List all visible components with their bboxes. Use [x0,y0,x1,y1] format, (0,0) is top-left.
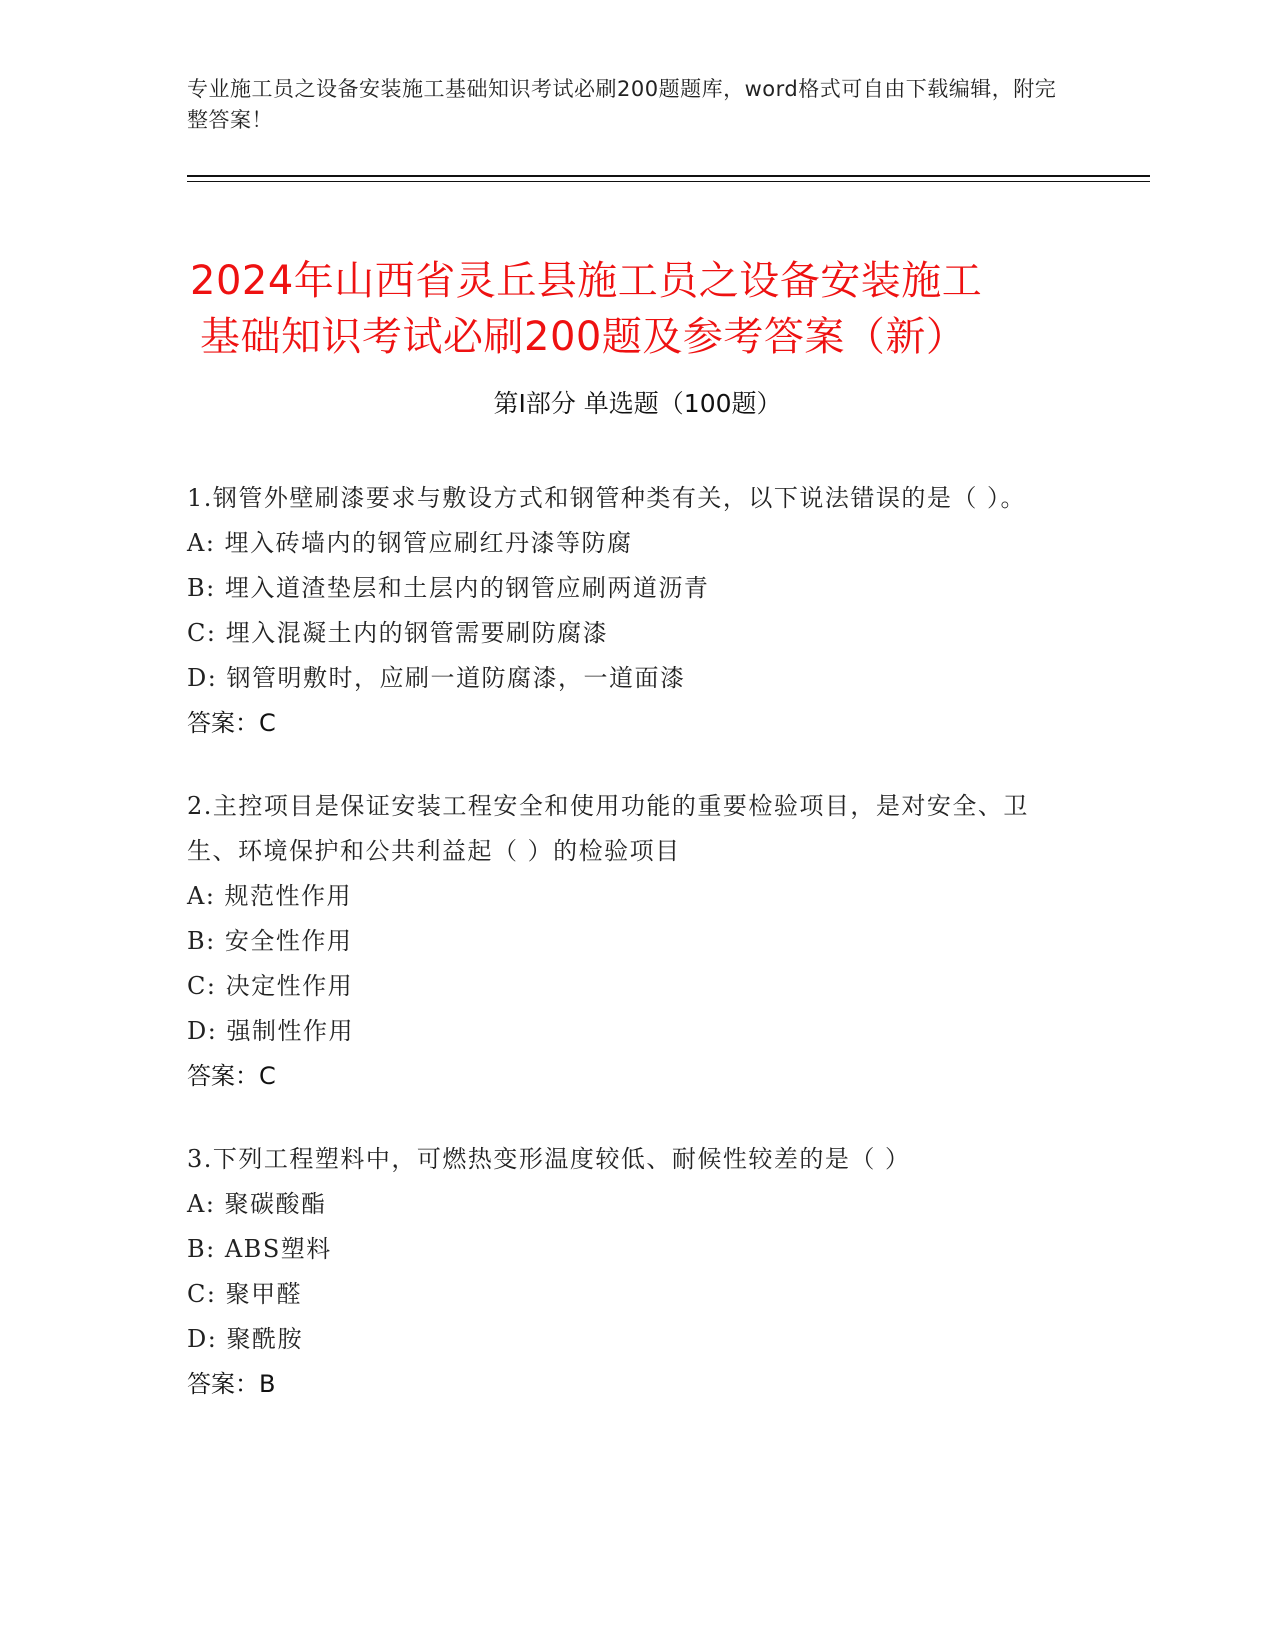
option-c: C: 埋入混凝土内的钢管需要刷防腐漆 [187,619,609,647]
option-a: A: 规范性作用 [187,882,353,910]
question-stem: 1.钢管外壁刷漆要求与敷设方式和钢管种类有关，以下说法错误的是（ ）。 [187,484,1027,512]
header-note: 专业施工员之设备安装施工基础知识考试必刷200题题库，word格式可自由下载编辑，附完整答案！ [187,77,1057,132]
option-b: B: 安全性作用 [187,927,353,955]
answer: 答案：C [187,709,276,737]
option-b: B: ABS塑料 [187,1235,332,1263]
option-d: D: 强制性作用 [187,1017,354,1045]
question-1 [187,476,1067,746]
question-2 [187,784,1067,1099]
section-heading: 第Ⅰ部分 单选题（100题） [493,389,782,418]
document-title-line-2: 基础知识考试必刷200题及参考答案（新） [200,313,967,360]
question-stem: 2.主控项目是保证安装工程安全和使用功能的重要检验项目，是对安全、卫生、环境保护和公共利益起（ ）的检验项目 [187,792,1029,865]
option-c: C: 决定性作用 [187,972,354,1000]
header-rule-thick [187,175,1150,177]
question-list [187,476,1067,1445]
option-d: D: 钢管明敷时，应刷一道防腐漆，一道面漆 [187,664,686,692]
option-c: C: 聚甲醛 [187,1280,303,1308]
option-b: B: 埋入道渣垫层和土层内的钢管应刷两道沥青 [187,574,710,602]
option-d: D: 聚酰胺 [187,1325,303,1353]
document-title [190,253,1090,365]
answer: 答案：B [187,1370,276,1398]
header-rule-thin [187,181,1150,182]
option-a: A: 聚碳酸酯 [187,1190,327,1218]
question-stem: 3.下列工程塑料中，可燃热变形温度较低、耐候性较差的是（ ） [187,1145,911,1173]
answer: 答案：C [187,1062,276,1090]
question-3 [187,1137,1067,1407]
document-title-line-1: 2024年山西省灵丘县施工员之设备安装施工 [190,257,983,304]
option-a: A: 埋入砖墙内的钢管应刷红丹漆等防腐 [187,529,633,557]
